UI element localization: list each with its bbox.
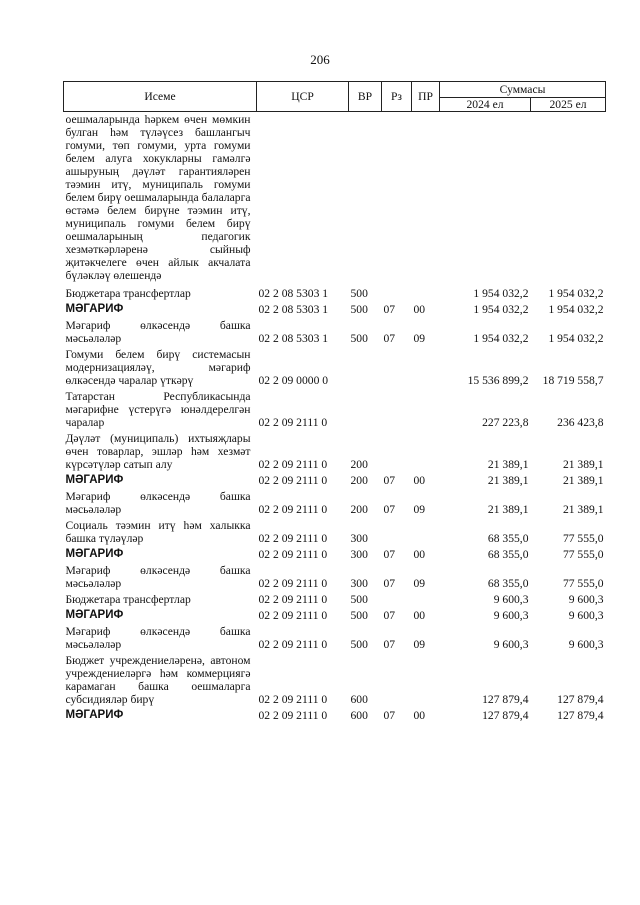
column-header-name: Исеме bbox=[64, 82, 257, 112]
row-csr: 02 2 08 5303 1 bbox=[258, 287, 329, 300]
row-csr: 02 2 09 2111 0 bbox=[258, 638, 328, 651]
page-number: 206 bbox=[310, 52, 330, 67]
row-name: Татарстан Республикасында мәгарифне үстерүгә юнәлдерелгән чаралар bbox=[65, 390, 251, 429]
column-header-sums: Суммасы bbox=[440, 82, 606, 98]
row-value-2024: 21 389,1 bbox=[487, 503, 529, 516]
row-rz bbox=[382, 591, 412, 607]
row-pr: 00 bbox=[413, 303, 426, 316]
row-pr: 00 bbox=[413, 474, 426, 487]
row-vr: 200 bbox=[350, 503, 368, 516]
row-rz bbox=[382, 346, 412, 388]
row-csr: 02 2 08 5303 1 bbox=[258, 303, 329, 316]
row-value-2025: 21 389,1 bbox=[562, 458, 604, 471]
column-header-2025: 2025 ел bbox=[531, 98, 606, 112]
column-header-rz: Рз bbox=[382, 82, 412, 112]
column-header-csr: ЦСР bbox=[257, 82, 349, 112]
row-name: МӘГАРИФ bbox=[65, 548, 124, 560]
row-value-2025: 21 389,1 bbox=[562, 474, 604, 487]
row-name: Мәгариф өлкәсендә башка мәсьәләләр bbox=[65, 564, 251, 590]
row-vr: 200 bbox=[350, 458, 368, 471]
row-name: МӘГАРИФ bbox=[65, 303, 124, 315]
row-csr: 02 2 09 2111 0 bbox=[258, 503, 328, 516]
row-rz: 07 bbox=[383, 503, 396, 516]
row-vr: 600 bbox=[350, 693, 368, 706]
row-rz: 07 bbox=[383, 577, 396, 590]
row-vr: 300 bbox=[350, 577, 368, 590]
row-rz bbox=[382, 652, 412, 707]
row-vr: 200 bbox=[350, 474, 368, 487]
row-csr: 02 2 09 0000 0 bbox=[258, 374, 329, 387]
table-row bbox=[64, 388, 606, 430]
row-value-2025: 1 954 032,2 bbox=[548, 303, 604, 316]
row-value-2024: 127 879,4 bbox=[482, 709, 529, 722]
row-value-2024: 9 600,3 bbox=[493, 609, 529, 622]
row-pr: 09 bbox=[413, 503, 426, 516]
row-vr: 500 bbox=[350, 593, 368, 606]
row-rz bbox=[382, 430, 412, 472]
row-pr bbox=[412, 388, 440, 430]
row-name: Мәгариф өлкәсендә башка мәсьәләләр bbox=[65, 625, 251, 651]
table-row bbox=[64, 607, 606, 623]
row-csr: 02 2 09 2111 0 bbox=[258, 609, 328, 622]
row-value-2025: 1 954 032,2 bbox=[548, 332, 604, 345]
row-name: Бюджетара трансфертлар bbox=[65, 593, 191, 606]
row-vr bbox=[349, 388, 382, 430]
table-row-continuation bbox=[64, 112, 606, 286]
row-value-2025: 77 555,0 bbox=[562, 532, 604, 545]
row-pr bbox=[412, 285, 440, 301]
row-csr: 02 2 08 5303 1 bbox=[258, 332, 329, 345]
row-name: Бюджетара трансфертлар bbox=[65, 287, 191, 300]
column-header-pr: ПР bbox=[412, 82, 440, 112]
row-value-2024: 9 600,3 bbox=[493, 638, 529, 651]
row-pr bbox=[412, 517, 440, 546]
row-value-2024: 68 355,0 bbox=[487, 577, 529, 590]
row-value-2025: 77 555,0 bbox=[562, 548, 604, 561]
table-row bbox=[64, 652, 606, 707]
row-rz bbox=[382, 388, 412, 430]
row-value-2024: 68 355,0 bbox=[487, 532, 529, 545]
row-value-2024: 1 954 032,2 bbox=[473, 303, 529, 316]
row-value-2025: 18 719 558,7 bbox=[542, 374, 604, 387]
row-vr: 500 bbox=[350, 287, 368, 300]
row-pr: 00 bbox=[413, 548, 426, 561]
row-csr: 02 2 09 2111 0 bbox=[258, 593, 328, 606]
row-vr: 600 bbox=[350, 709, 368, 722]
row-rz: 07 bbox=[383, 474, 396, 487]
table-row bbox=[64, 301, 606, 317]
row-value-2024: 21 389,1 bbox=[487, 474, 529, 487]
row-pr bbox=[412, 346, 440, 388]
row-vr: 500 bbox=[350, 303, 368, 316]
row-name: МӘГАРИФ bbox=[65, 609, 124, 621]
row-csr: 02 2 09 2111 0 bbox=[258, 416, 328, 429]
row-rz: 07 bbox=[383, 709, 396, 722]
row-csr: 02 2 09 2111 0 bbox=[258, 532, 328, 545]
row-value-2025: 9 600,3 bbox=[568, 609, 604, 622]
table-row bbox=[64, 707, 606, 723]
row-vr: 500 bbox=[350, 609, 368, 622]
row-name: МӘГАРИФ bbox=[65, 709, 124, 721]
row-rz: 07 bbox=[383, 303, 396, 316]
row-rz bbox=[382, 517, 412, 546]
column-header-2024: 2024 ел bbox=[440, 98, 531, 112]
row-csr: 02 2 09 2111 0 bbox=[258, 577, 328, 590]
row-pr bbox=[412, 591, 440, 607]
table-row bbox=[64, 285, 606, 301]
row-pr: 00 bbox=[413, 609, 426, 622]
row-value-2024: 15 536 899,2 bbox=[467, 374, 529, 387]
row-value-2025: 9 600,3 bbox=[568, 593, 604, 606]
table-row bbox=[64, 317, 606, 346]
row-csr: 02 2 09 2111 0 bbox=[258, 709, 328, 722]
row-pr bbox=[412, 430, 440, 472]
row-name: Мәгариф өлкәсендә башка мәсьәләләр bbox=[65, 319, 251, 345]
row-value-2024: 1 954 032,2 bbox=[473, 332, 529, 345]
row-name: Мәгариф өлкәсендә башка мәсьәләләр bbox=[65, 490, 251, 516]
table-row bbox=[64, 346, 606, 388]
row-rz bbox=[382, 285, 412, 301]
row-value-2024: 9 600,3 bbox=[493, 593, 529, 606]
row-vr: 500 bbox=[350, 638, 368, 651]
row-vr: 300 bbox=[350, 532, 368, 545]
row-rz: 07 bbox=[383, 548, 396, 561]
table-row bbox=[64, 562, 606, 591]
row-pr: 00 bbox=[413, 709, 426, 722]
row-csr: 02 2 09 2111 0 bbox=[258, 458, 328, 471]
row-pr: 09 bbox=[413, 332, 426, 345]
row-name: МӘГАРИФ bbox=[65, 474, 124, 486]
table-row bbox=[64, 546, 606, 562]
table-row bbox=[64, 517, 606, 546]
row-csr: 02 2 09 2111 0 bbox=[258, 548, 328, 561]
row-value-2025: 127 879,4 bbox=[557, 709, 604, 722]
row-rz: 07 bbox=[383, 332, 396, 345]
table-row bbox=[64, 591, 606, 607]
row-name: Бюджет учреждениеләренә, автоном учреждениеләргә һәм коммерциягә карамаган башка оешмаларга субсидияләр бирү bbox=[65, 654, 251, 706]
row-vr: 300 bbox=[350, 548, 368, 561]
row-value-2025: 127 879,4 bbox=[557, 693, 604, 706]
row-name: Дәүләт (муниципаль) ихтыяҗлары өчен товарлар, эшләр һәм хезмәт күрсәтүләр сатып алу bbox=[65, 432, 251, 471]
column-header-vr: ВР bbox=[349, 82, 382, 112]
row-csr: 02 2 09 2111 0 bbox=[258, 474, 328, 487]
row-pr bbox=[412, 652, 440, 707]
row-value-2025: 236 423,8 bbox=[557, 416, 604, 429]
row-name: Гомуми белем бирү системасын модернизацияләү, мәгариф өлкәсендә чаралар үткәрү bbox=[65, 348, 251, 387]
row-value-2025: 1 954 032,2 bbox=[548, 287, 604, 300]
table-row bbox=[64, 488, 606, 517]
row-pr: 09 bbox=[413, 638, 426, 651]
row-rz: 07 bbox=[383, 609, 396, 622]
row-name: Социаль тәэмин итү һәм халыкка башка түләүләр bbox=[65, 519, 251, 545]
row-vr bbox=[349, 346, 382, 388]
row-value-2025: 9 600,3 bbox=[568, 638, 604, 651]
table-row bbox=[64, 430, 606, 472]
row-value-2025: 77 555,0 bbox=[562, 577, 604, 590]
row-value-2024: 127 879,4 bbox=[482, 693, 529, 706]
table-row bbox=[64, 623, 606, 652]
row-value-2024: 1 954 032,2 bbox=[473, 287, 529, 300]
continuation-text: оешмаларында һәркем өчен мөмкин булган һәм түләүсез башлангыч гомуми, төп гомуми, урта гомуми белем алуга хокукларны гамәлгә ашыруның дәүләт гарантияләрен тәэмин итү, муниципаль гомуми белем бирү оешмаларында балаларга өстәмә белем бирүне тәэмин итү, муниципаль гомуми белем бирү оешмаларының педагогик хезмәткәрләренә сыйныф җитәкчелеге өчен айлык акчалата бүләкләү өлешендә bbox=[65, 113, 251, 282]
row-pr: 09 bbox=[413, 577, 426, 590]
row-value-2024: 68 355,0 bbox=[487, 548, 529, 561]
row-value-2024: 21 389,1 bbox=[487, 458, 529, 471]
row-csr: 02 2 09 2111 0 bbox=[258, 693, 328, 706]
row-vr: 500 bbox=[350, 332, 368, 345]
row-value-2025: 21 389,1 bbox=[562, 503, 604, 516]
budget-table bbox=[63, 81, 606, 723]
table-row bbox=[64, 472, 606, 488]
row-rz: 07 bbox=[383, 638, 396, 651]
row-value-2024: 227 223,8 bbox=[482, 416, 529, 429]
